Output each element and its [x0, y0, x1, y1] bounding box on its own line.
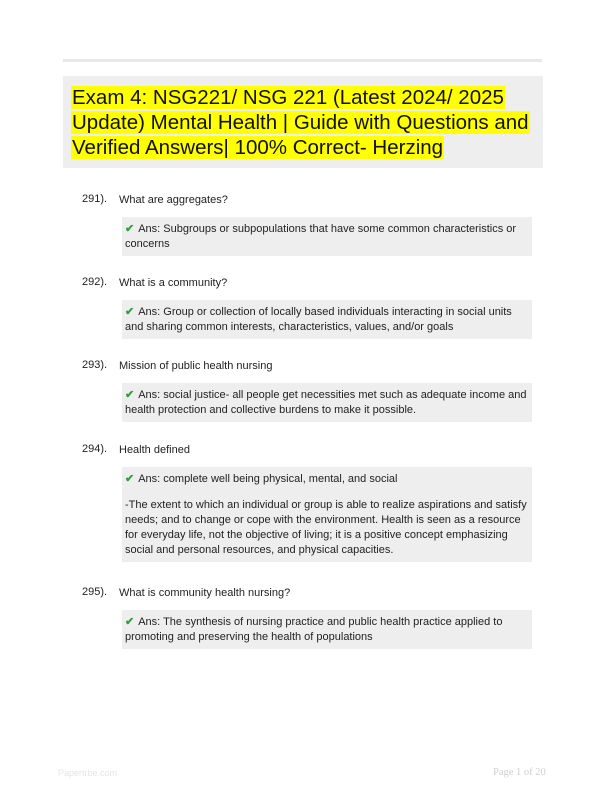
check-icon: ✔	[125, 389, 135, 401]
answer-box	[122, 383, 532, 422]
answer-text: Ans: social justice- all people get necessities met such as adequate income and health protection and collective burdens to make it possible.	[125, 389, 527, 416]
page-number: Page 1 of 20	[493, 767, 546, 778]
answer-box	[122, 467, 532, 562]
question-text: What are aggregates?	[119, 194, 228, 206]
check-icon: ✔	[125, 616, 135, 628]
question-number: 293).	[82, 359, 108, 371]
question-text: Health defined	[119, 444, 190, 456]
question-text: What is community health nursing?	[119, 587, 291, 599]
question-text: Mission of public health nursing	[119, 360, 273, 372]
title-banner	[63, 76, 543, 168]
top-divider	[63, 59, 542, 62]
page-title-text: Exam 4: NSG221/ NSG 221 (Latest 2024/ 2025 Update) Mental Health | Guide with Questions and Verified Answers| 100% Correct- Herzing	[72, 86, 529, 159]
answer-text: Ans: The synthesis of nursing practice and public health practice applied to promoting and preserving the health of populations	[125, 616, 503, 643]
answer-text: Ans: Group or collection of locally based individuals interacting in social units and sharing common interests, characteristics, values, and/or goals	[125, 306, 512, 333]
check-icon: ✔	[125, 223, 135, 235]
question-number: 291).	[82, 193, 108, 205]
answer-box	[122, 610, 532, 649]
answer-text: Ans: Subgroups or subpopulations that have some common characteristics or concerns	[125, 223, 517, 250]
check-icon: ✔	[125, 306, 135, 318]
answer-text: Ans: complete well being physical, mental, and social	[138, 473, 398, 485]
question-text: What is a community?	[119, 277, 228, 289]
page-title	[71, 85, 537, 160]
answer-box	[122, 300, 532, 339]
question-number: 295).	[82, 586, 108, 598]
answer-box	[122, 217, 532, 256]
answer-detail: -The extent to which an individual or group is able to realize aspirations and satisfy needs; and to change or cope with the environment. Health is seen as a resource for everyday life, not the objective of living; it is a positive concept emphasizing social and personal resources, and physical capacities.	[125, 499, 527, 556]
question-number: 292).	[82, 276, 108, 288]
footer-watermark: Papertrbe.com	[58, 768, 118, 778]
question-number: 294).	[82, 443, 108, 455]
check-icon: ✔	[125, 473, 135, 485]
